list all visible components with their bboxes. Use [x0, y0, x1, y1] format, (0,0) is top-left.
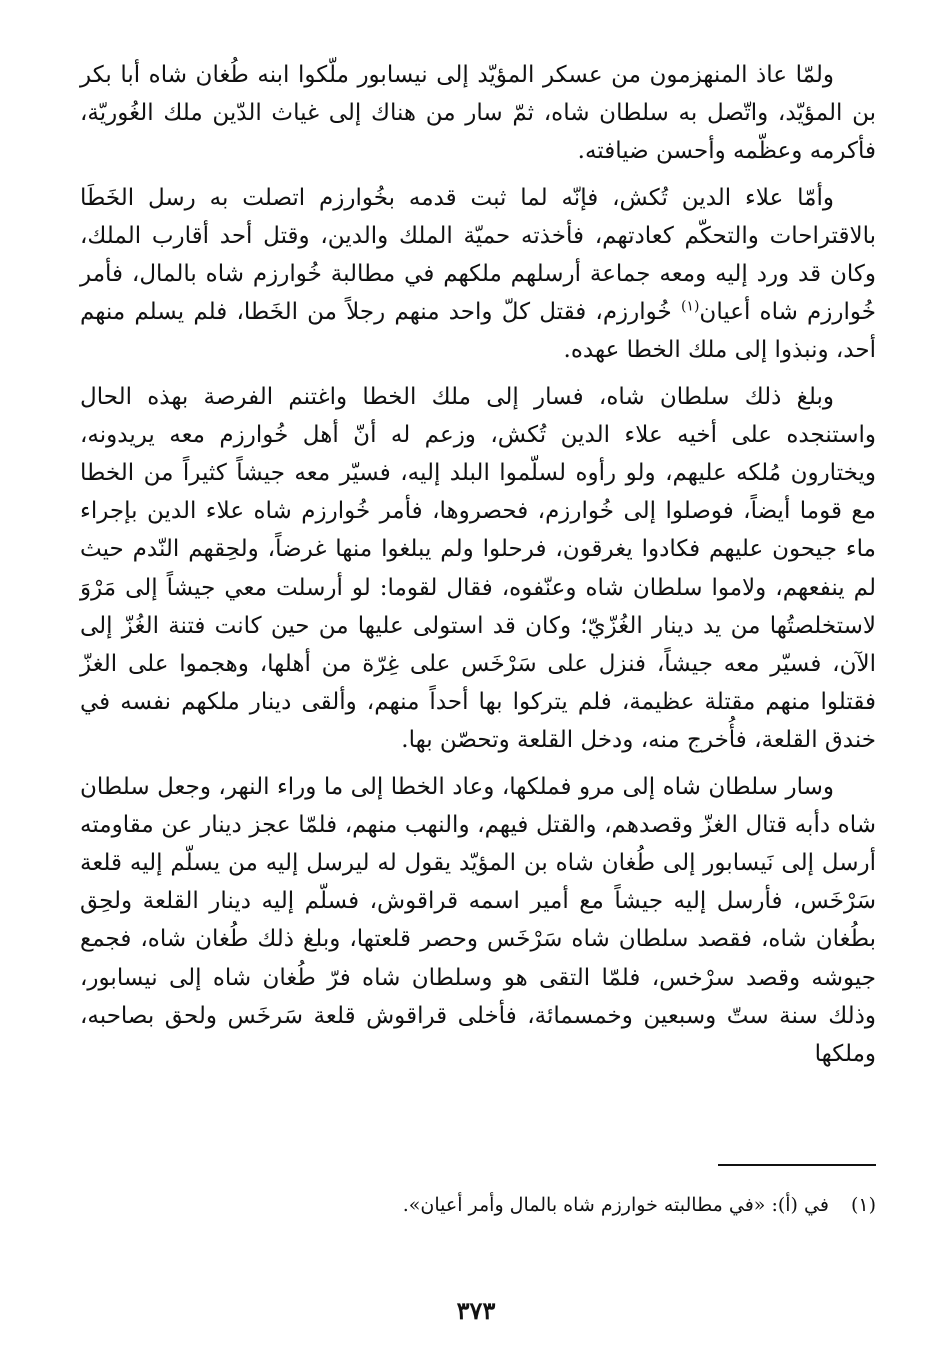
- paragraph-sultan-shah-khwarazm: وبلغ ذلك سلطان شاه، فسار إلى ملك الخطا واغتنم الفرصة بهذه الحال واستنجده على أخيه علاء الدين تُكش، وزعم له أنّ أهل خُوارزم معه يريدونه، ويختارون مُلكه عليهم، ولو رأوه لسلّموا البلد إليه، فسيّر معه جيشاً كثيراً من الخطا مع قوما أيضاً، فوصلوا إلى خُوارزم، فحصروها، فأمر خُوارزم شاه علاء الدين بإجراء ماء جيحون عليهم فكادوا يغرقون، فرحلوا ولم يبلغوا منها غرضاً، ولحِقهم النّدم حيث لم ينفعهم، ولاموا سلطان شاه وعنّفوه، فقال لقوما: لو أرسلت معي جيشاً إلى مَرْوَ لاستخلصتُها من يد دينار الغُزّيّ؛ وكان قد استولى عليها من حين كانت فتنة الغُزّ إلى الآن، فسيّر معه جيشاً، فنزل على سَرْخَس على غِرّة من أهلها، وهجموا على الغزّ فقتلوا منهم مقتلة عظيمة، فلم يتركوا بها أحداً منهم، وألقى دينار ملكهم نفسه في خندق القلعة، فأُخرج منه، ودخل القلعة وتحصّن بها.: [80, 383, 876, 754]
- footnote-reference[interactable]: (١): [680, 298, 700, 315]
- paragraph-takash-after: خُوارزم، فقتل كلّ واحد منهم رجلاً من الخَطا، فلم يسلم منهم أحد، ونبذوا إلى ملك الخطا عهده.: [80, 299, 876, 364]
- footnote-divider: [718, 1164, 876, 1166]
- footnote: [80, 1190, 876, 1220]
- main-text: [80, 56, 876, 1081]
- paragraph-ala-al-din-takash: [80, 179, 876, 370]
- paragraph-takash-before: وأمّا علاء الدين تُكش، فإنّه لما ثبت قدمه بخُوارزم اتصلت به رسل الخَطَا بالاقتراحات والتحكّم كعادتهم، فأخذته حميّة الملك والدين، وقتل أحد أقارب الملك، وكان قد ورد إليه ومعه جماعة أرسلهم ملكهم في مطالبة خُوارزم شاه بالمال، فأمر خُوارزم شاه أعيان: [80, 184, 876, 326]
- footnote-text: في (أ): «في مطالبته خوارزم شاه بالمال وأمر أعيان».: [402, 1194, 829, 1216]
- footnote-number: (١): [850, 1194, 876, 1216]
- paragraph-sultan-shah-merv: وسار سلطان شاه إلى مرو فملكها، وعاد الخطا إلى ما وراء النهر، وجعل سلطان شاه دأبه قتال الغزّ وقصدهم، والقتل فيهم، والنهب منهم، فلمّا عجز دينار عن مقاومته أرسل إلى نَيسابور إلى طُغان شاه بن المؤيّد يقول له ليرسل إليه من يسلّم إليه قلعة سَرْخَس، فأرسل إليه جيشاً مع أمير اسمه قراقوش، فسلّم إليه دينار القلعة ولحِق بطُغان شاه، فقصد سلطان شاه سَرْخَس وحصر قلعتها، وبلغ ذلك طُغان شاه، فجمع جيوشه وقصد سرْخس، فلمّا التقى هو وسلطان شاه فرّ طُغان شاه إلى نيسابور، وذلك سنة ستّ وسبعين وخمسمائة، فأخلى قراقوش قلعة سَرخَس ولحق بصاحبه، وملكها: [80, 773, 876, 1068]
- page-number: ٣٧٣: [456, 1296, 496, 1325]
- paragraph-ghazna-defeat: ولمّا عاذ المنهزمون من عسكر المؤيّد إلى نيسابور ملّكوا ابنه طُغان شاه أبا بكر بن المؤيّد، واتّصل به سلطان شاه، ثمّ سار من هناك إلى غياث الدّين ملك الغُوريّة، فأكرمه وعظّمه وأحسن ضيافته.: [80, 62, 876, 165]
